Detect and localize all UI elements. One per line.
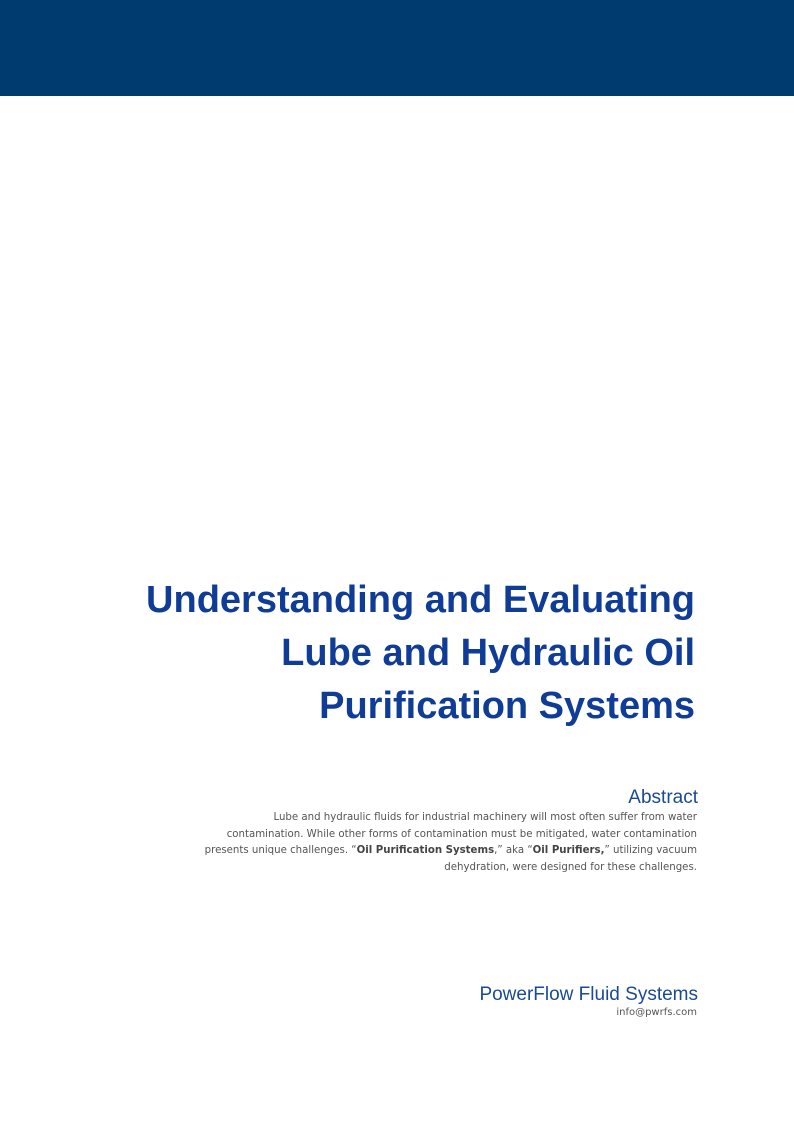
abstract-line-3-suffix: ” utilizing vacuum [604, 845, 697, 856]
company-name: PowerFlow Fluid Systems [479, 984, 698, 1005]
title-line-1: Understanding and Evaluating [146, 579, 695, 621]
title-line-3: Purification Systems [319, 685, 695, 727]
abstract-line-2: contamination. While other forms of contamination must be mitigated, water contamination [226, 828, 697, 840]
abstract-line-1: Lube and hydraulic fluids for industrial machinery will most often suffer from water [273, 812, 697, 823]
document-title [75, 574, 695, 733]
abstract-line-3-prefix: presents unique challenges. “ [204, 845, 357, 856]
abstract-line-3-mid: ,” aka “ [494, 845, 533, 856]
header-band [0, 0, 794, 96]
abstract-body [157, 810, 697, 876]
abstract-heading: Abstract [628, 787, 698, 808]
abstract-line-3 [157, 843, 697, 860]
company-email[interactable]: info@pwrfs.com [616, 1007, 697, 1018]
term-oil-purifiers: Oil Purifiers, [532, 845, 605, 856]
title-line-2: Lube and Hydraulic Oil [281, 632, 695, 674]
abstract-line-4: dehydration, were designed for these challenges. [444, 861, 697, 873]
term-oil-purification-systems: Oil Purification Systems [356, 845, 495, 856]
